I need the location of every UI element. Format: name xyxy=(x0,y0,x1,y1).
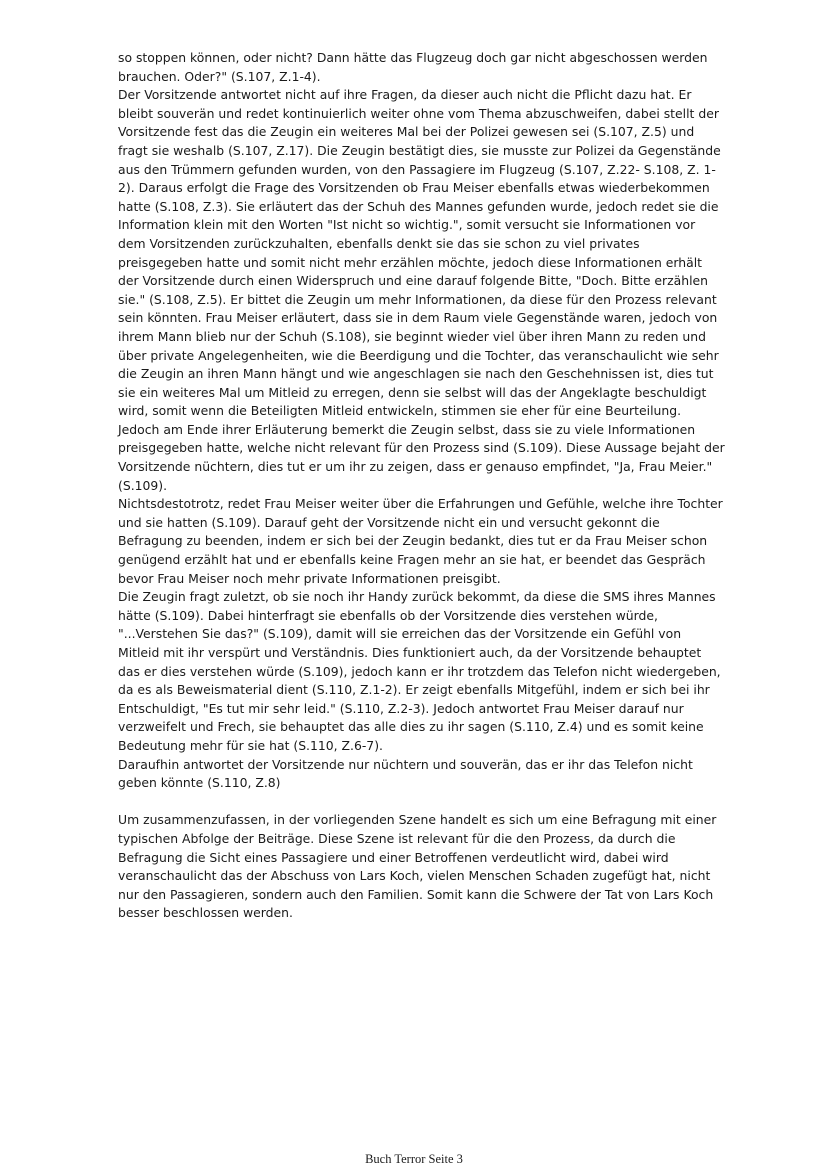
paragraph-nichtsdestotrotz: Nichtsdestotrotz, redet Frau Meiser weiter über die Erfahrungen und Gefühle, welche ihre Tochter und sie hatten (S.109). Darauf geht der Vorsitzende nicht ein und versucht gekonnt die Befragung zu beenden, indem er sich bei der Zeugin bedankt, dies tut er da Frau Meiser schon genügend erzählt hat und er ebenfalls keine Fragen mehr an sie hat, er beendet das Gespräch bevor Frau Meiser noch mehr private Informationen preisgibt. xyxy=(118,496,723,586)
paragraph-vorsitzende-antwortet: Der Vorsitzende antwortet nicht auf ihre Fragen, da dieser auch nicht die Pflicht dazu hat. Er bleibt souverän und redet kontinuierlich weiter ohne vom Thema abzuschweifen, dabei stellt der Vorsitzende fest das die Zeugin ein weiteres Mal bei der Polizei gewesen sei (S.107, Z.5) und fragt sie weshalb (S.107, Z.17). Die Zeugin bestätigt dies, sie musste zur Polizei da Gegenstände aus den Trümmern gefunden wurden, von den Passagiere im Flugzeug (S.107, Z.22- S.108, Z. 1-2). Daraus erfolgt die Frage des Vorsitzenden ob Frau Meiser ebenfalls etwas wiederbekommen hatte (S.108, Z.3). Sie erläutert das der Schuh des Mannes gefunden wurde, jedoch redet sie die Information klein mit den Worten "Ist nicht so wichtig.", somit versucht sie Informationen vor dem Vorsitzenden zurückzuhalten, ebenfalls denkt sie das sie schon zu viel privates preisgegeben hatte und somit nicht mehr erzählen möchte, jedoch diese Informationen erhält der Vorsitzende durch einen Widerspruch und eine darauf folgende Bitte, "Doch. Bitte erzählen sie." (S.108, Z.5). Er bittet die Zeugin um mehr Informationen, da diese für den Prozess relevant sein könnten. Frau Meiser erläutert, dass sie in dem Raum viele Gegenstände waren, jedoch von ihrem Mann blieb nur der Schuh (S.108), sie beginnt wieder viel über ihren Mann zu reden und über private Angelegenheiten, wie die Beerdigung und die Tochter, das veranschaulicht wie sehr die Zeugin an ihren Mann hängt und wie angeschlagen sie nach den Geschehnissen ist, dies tut sie ein weiteres Mal um Mitleid zu erregen, denn sie selbst will das der Angeklagte beschuldigt wird, somit wenn die Beteiligten Mitleid entwickeln, stimmen sie eher für eine Beurteilung. Jedoch am Ende ihrer Erläuterung bemerkt die Zeugin selbst, dass sie zu viele Informationen preisgegeben hatte, welche nicht relevant für den Prozess sind (S.109). Diese Aussage bejaht der Vorsitzende nüchtern, dies tut er um ihr zu zeigen, dass er genauso empfindet, "Ja, Frau Meier." (S.109). xyxy=(118,87,725,493)
paragraph-zeugin-handy: Die Zeugin fragt zuletzt, ob sie noch ihr Handy zurück bekommt, da diese die SMS ihres Mannes hätte (S.109). Dabei hinterfragt sie ebenfalls ob der Vorsitzende dies verstehen würde, "...Verstehen Sie das?" (S.109), damit will sie erreichen das der Vorsitzende ein Gefühl von Mitleid mit ihr verspürt und Verständnis. Dies funktioniert auch, da der Vorsitzende behauptet das er dies verstehen würde (S.109), jedoch kann er ihr trotzdem das Telefon nicht wiedergeben, da es als Beweismaterial dient (S.110, Z.1-2). Er zeigt ebenfalls Mitgefühl, indem er sich bei ihr Entschuldigt, "Es tut mir sehr leid." (S.110, Z.2-3). Jedoch antwortet Frau Meiser darauf nur verzweifelt und Frech, sie behauptet das alle dies zu ihr sagen (S.110, Z.4) und es somit keine Bedeutung mehr für sie hat (S.110, Z.6-7). xyxy=(118,589,721,753)
page-footer: Buch Terror Seite 3 xyxy=(365,1152,463,1166)
document-body xyxy=(118,49,726,923)
paragraph-spacer xyxy=(118,793,726,812)
paragraph-daraufhin: Daraufhin antwortet der Vorsitzende nur nüchtern und souverän, das er ihr das Telefon nicht geben könnte (S.110, Z.8) xyxy=(118,756,693,791)
paragraph-continuation: so stoppen können, oder nicht? Dann hätte das Flugzeug doch gar nicht abgeschossen werden brauchen. Oder?" (S.107, Z.1-4). xyxy=(118,50,708,84)
paragraph-zusammenfassung: Um zusammenzufassen, in der vorliegenden Szene handelt es sich um eine Befragung mit einer typischen Abfolge der Beiträge. Diese Szene ist relevant für die den Prozess, da durch die Befragung die Sicht eines Passagiere und einer Betroffenen verdeutlicht wird, dabei wird veranschaulicht das der Abschuss von Lars Koch, vielen Menschen Schaden zugefügt hat, nicht nur den Passagieren, sondern auch den Familien. Somit kann die Schwere der Tat von Lars Koch besser beschlossen werden. xyxy=(118,812,717,921)
